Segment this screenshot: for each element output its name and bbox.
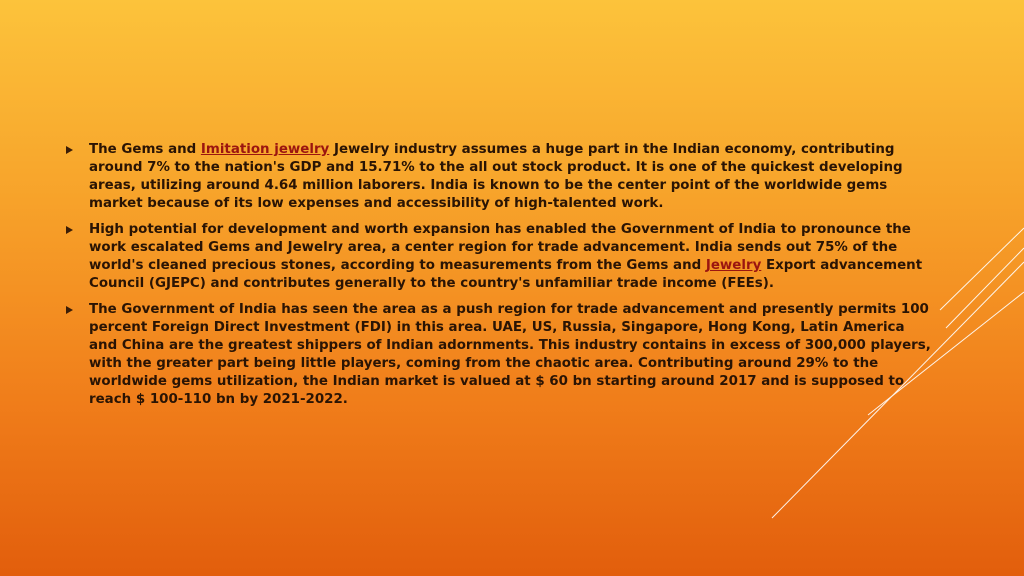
bullet-item xyxy=(66,221,936,293)
bullet-item xyxy=(66,301,936,409)
bullet-text: The Gems and Imitation jewelry Jewelry industry assumes a huge part in the Indian economy, contributing around 7% to the nation's GDP and 15.71% to the all out stock product. It is one of the quickest developing areas, utilizing around 4.64 million laborers. India is known to be the center point of the worldwide gems market because of its low expenses and accessibility of high-talented work. xyxy=(89,142,903,211)
bullet-arrow-icon xyxy=(66,226,73,234)
imitation-jewelry-link[interactable]: Imitation jewelry xyxy=(200,142,330,157)
bullet-arrow-icon xyxy=(66,306,73,314)
slide-body xyxy=(66,141,936,417)
bullet-text: High potential for development and worth expansion has enabled the Government of India to pronounce the work escalated Gems and Jewelry area, a center region for trade advancement. India sends out 75% of the world's cleaned precious stones, according to measurements from the Gems and Jewelry Export advancement Council (GJEPC) and contributes generally to the country's unfamiliar trade income (FEEs). xyxy=(89,222,923,291)
bullet-item xyxy=(66,141,936,213)
bullet-arrow-icon xyxy=(66,146,73,154)
jewelry-link[interactable]: Jewelry xyxy=(705,258,762,273)
bullet-text: The Government of India has seen the area as a push region for trade advancement and presently permits 100 percent Foreign Direct Investment (FDI) in this area. UAE, US, Russia, Singapore, Hong Kong, Latin America and China are the greatest shippers of Indian adornments. This industry contains in excess of 300,000 players, with the greater part being little players, coming from the chaotic area. Contributing around 29% to the worldwide gems utilization, the Indian market is valued at $ 60 bn starting around 2017 and is supposed to reach $ 100-110 bn by 2021-2022. xyxy=(89,302,931,407)
